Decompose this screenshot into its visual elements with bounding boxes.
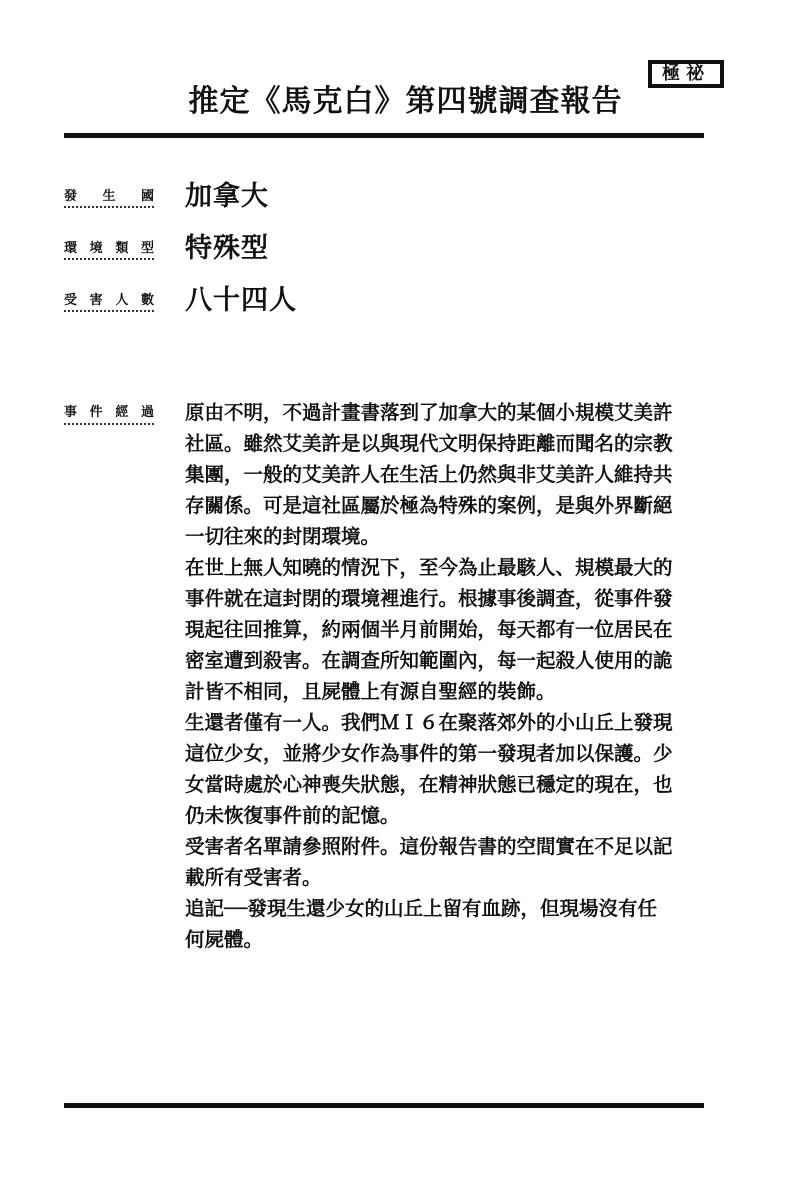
label-char: 型 bbox=[140, 241, 154, 256]
field-label-underline bbox=[64, 258, 154, 260]
label-char: 類 bbox=[115, 241, 129, 256]
field-label bbox=[64, 293, 154, 309]
label-char: 過 bbox=[140, 405, 154, 420]
label-char: 害 bbox=[89, 293, 103, 308]
label-char: 數 bbox=[140, 293, 154, 308]
incident-paragraph: 受害者名單請參照附件。這份報告書的空間實在不足以記 載所有受害者。 bbox=[185, 835, 673, 889]
field-label-underline bbox=[64, 310, 154, 312]
label-char: 發 bbox=[64, 189, 78, 204]
incident-body bbox=[185, 397, 705, 955]
report-title: 推定《馬克白》第四號調查報告 bbox=[188, 84, 623, 119]
field-value: 八十四人 bbox=[185, 285, 297, 316]
incident-paragraph: 在世上無人知曉的情況下，至今為止最駭人、規模最大的 事件就在這封閉的環境裡進行。根據事後調查，從事件發 現起往回推算，約兩個半月前開始，每天都有一位居民在 密室遭到殺害。在調查所知範圍內，每一起殺人使用的詭 計皆不相同，且屍體上有源自聖經的裝飾。 bbox=[185, 556, 673, 703]
label-char: 國 bbox=[140, 189, 154, 204]
field-value: 特殊型 bbox=[185, 233, 269, 264]
field-label bbox=[64, 189, 154, 205]
label-char: 環 bbox=[64, 241, 78, 256]
incident-paragraph: 原由不明，不過計畫書落到了加拿大的某個小規模艾美許 社區。雖然艾美許是以與現代文明保持距離而聞名的宗教 集團，一般的艾美許人在生活上仍然與非艾美許人維持共 存關係。可是這社區屬於極為特殊的案例，是與外界斷絕 一切往來的封閉環境。 bbox=[185, 401, 673, 548]
label-char: 境 bbox=[89, 241, 103, 256]
label-char: 受 bbox=[64, 293, 78, 308]
label-char: 人 bbox=[115, 293, 129, 308]
incident-label-underline bbox=[64, 423, 154, 425]
bottom-rule bbox=[64, 1103, 704, 1108]
field-label bbox=[64, 241, 154, 257]
label-char: 生 bbox=[102, 189, 116, 204]
incident-paragraph: 追記──發現生還少女的山丘上留有血跡，但現場沒有任 何屍體。 bbox=[185, 897, 657, 951]
label-char: 件 bbox=[89, 405, 103, 420]
incident-paragraph: 生還者僅有一人。我們ＭＩ６在聚落郊外的小山丘上發現 這位少女，並將少女作為事件的第一發現者加以保護。少 女當時處於心神喪失狀態，在精神狀態已穩定的現在，也 仍未恢復事件前的記憶。 bbox=[185, 711, 673, 827]
field-label-underline bbox=[64, 206, 154, 208]
top-rule bbox=[64, 133, 704, 138]
incident-label bbox=[64, 405, 154, 421]
label-char: 經 bbox=[115, 405, 129, 420]
label-char: 事 bbox=[64, 405, 78, 420]
stamp-text: 極祕 bbox=[651, 63, 721, 85]
field-value: 加拿大 bbox=[185, 181, 269, 212]
